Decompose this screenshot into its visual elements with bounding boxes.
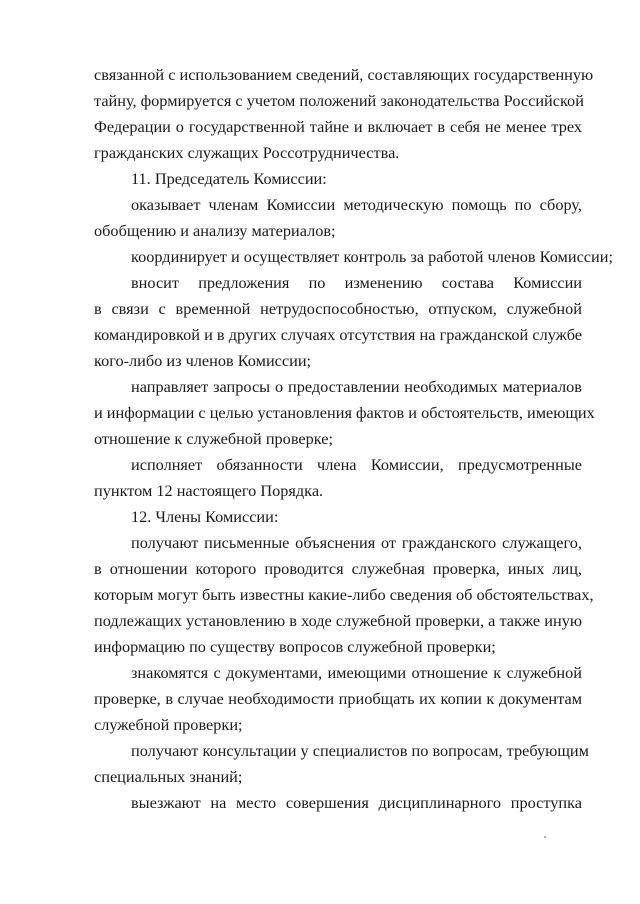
text-line: кого-либо из членов Комиссии; xyxy=(94,351,312,370)
text-line: специальных знаний; xyxy=(94,767,243,786)
text-line: отношение к служебной проверке; xyxy=(94,429,334,448)
text-line: получают консультации у специалистов по вопросам, требующим xyxy=(131,741,589,760)
text-line: координирует и осуществляет контроль за работой членов Комиссии; xyxy=(131,247,613,266)
text-line: исполняет обязанности члена Комиссии, предусмотренные xyxy=(131,455,582,474)
text-line: направляет запросы о предоставлении необходимых материалов xyxy=(131,377,582,396)
text-line: знакомятся с документами, имеющими отношение к служебной xyxy=(131,663,582,682)
text-line: служебной проверки; xyxy=(94,715,243,734)
scan-speck xyxy=(544,836,546,838)
text-line: связанной с использованием сведений, составляющих государственную xyxy=(94,65,594,84)
section-heading: 11. Председатель Комиссии: xyxy=(131,169,327,188)
text-line: в отношении которого проводится служебная проверка, иных лиц, xyxy=(94,559,582,578)
section-heading: 12. Члены Комиссии: xyxy=(131,507,279,526)
text-line: выезжают на место совершения дисциплинарного проступка xyxy=(131,793,582,812)
text-line: обобщению и анализу материалов; xyxy=(94,221,336,240)
text-line: которым могут быть известны какие-либо сведения об обстоятельствах, xyxy=(94,585,594,604)
text-line: Федерации о государственной тайне и включает в себя не менее трех xyxy=(94,117,582,136)
text-line: получают письменные объяснения от гражданского служащего, xyxy=(131,533,582,552)
text-line: в связи с временной нетрудоспособностью, отпуском, служебной xyxy=(94,299,582,318)
text-line: пунктом 12 настоящего Порядка. xyxy=(94,481,324,500)
text-line: командировкой и в других случаях отсутствия на гражданской службе xyxy=(94,325,582,344)
text-line: тайну, формируется с учетом положений законодательства Российской xyxy=(94,91,584,110)
text-line: вносит предложения по изменению состава Комиссии xyxy=(131,273,582,292)
text-line: проверке, в случае необходимости приобщать их копии к документам xyxy=(94,689,582,708)
text-line: информацию по существу вопросов служебной проверки; xyxy=(94,637,496,656)
text-line: подлежащих установлению в ходе служебной проверки, а также иную xyxy=(94,611,582,630)
text-line: и информации с целью установления фактов и обстоятельств, имеющих xyxy=(94,403,595,422)
text-line: гражданских служащих Россотрудничества. xyxy=(94,143,400,162)
text-line: оказывает членам Комиссии методическую помощь по сбору, xyxy=(131,195,582,214)
